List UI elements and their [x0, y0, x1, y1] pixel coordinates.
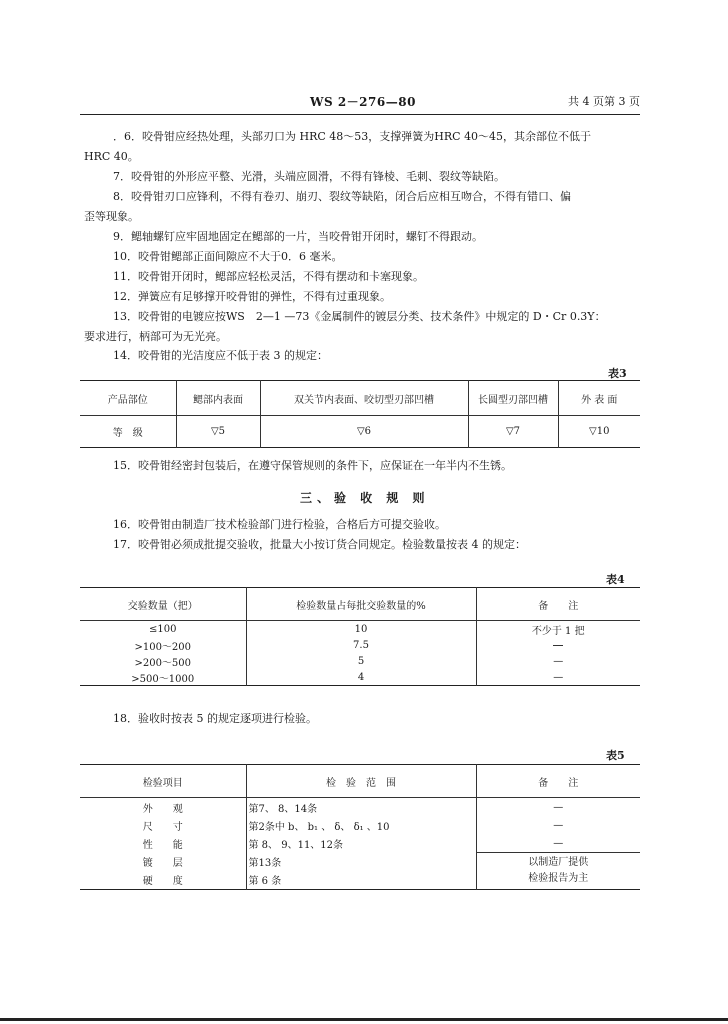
t4-cell: 不少于 1 把: [476, 621, 640, 638]
paragraph-line: 要求进行，柄部可为无光亮。: [84, 330, 227, 343]
paragraph-line: HRC 40。: [84, 150, 139, 163]
t5-cell: —: [476, 834, 640, 853]
section-title: 三、验 收 规 则: [300, 491, 430, 505]
t4-header-cell: 检验数量占每批交验数量的%: [246, 588, 476, 621]
t3-header-cell: 长圆型刃部凹槽: [468, 381, 558, 416]
page-number: 共 4 页第 3 页: [568, 95, 640, 108]
t3-cell: ▽7: [468, 416, 558, 448]
t4-cell: 10: [246, 621, 476, 638]
t5-cell: 第13条: [246, 853, 476, 871]
table-row: [80, 816, 640, 834]
table-row: [80, 637, 640, 653]
paragraph-line: 14．咬骨钳的光洁度应不低于表 3 的规定：: [113, 349, 328, 362]
t4-header-cell: 交验数量（把）: [80, 588, 246, 621]
t5-header-cell: 检验项目: [80, 765, 246, 798]
t5-cell: 第7、 8、14条: [246, 798, 476, 817]
t4-cell: ≤100: [149, 623, 177, 635]
table4-caption: 表4: [606, 573, 625, 586]
t5-cell: 硬 度: [142, 876, 183, 887]
t5-cell: 性 能: [142, 839, 183, 851]
paragraph-line: 18．验收时按表 5 的规定逐项进行检验。: [113, 712, 317, 725]
t5-cell: —: [476, 816, 640, 834]
table4: [80, 587, 640, 686]
t5-cell: 外 观: [142, 803, 183, 815]
table3-caption: 表3: [608, 367, 627, 380]
t4-cell: [476, 637, 640, 653]
t4-header-cell: 备 注: [476, 588, 640, 621]
t3-header-cell: 鳃部内表面: [176, 381, 260, 416]
paragraph-line: 12．弹簧应有足够撑开咬骨钳的弹性，不得有过重现象。: [113, 290, 391, 303]
t3-cell: ▽6: [260, 416, 468, 448]
t5-cell: —: [476, 798, 640, 817]
t5-merged-note: [476, 853, 640, 890]
table-row: [80, 653, 640, 669]
t5-cell: 尺 寸: [142, 821, 183, 833]
paragraph-line: 15．咬骨钳经密封包装后，在遵守保管规则的条件下，应保证在一年半内不生锈。: [113, 459, 512, 472]
table3: [80, 380, 640, 448]
table-row: [80, 621, 640, 638]
t4-cell: >100～200: [134, 641, 192, 653]
paragraph-line: 17．咬骨钳必须成批提交验收，批量大小按订货合同规定。检验数量按表 4 的规定：: [113, 538, 526, 551]
dash-mark: [553, 645, 563, 646]
t3-cell: ▽5: [176, 416, 260, 448]
scan-edge: [0, 1018, 728, 1021]
paragraph-line: 16．咬骨钳由制造厂技术检验部门进行检验，合格后方可提交验收。: [113, 518, 446, 531]
t5-cell: 镀 层: [142, 858, 183, 869]
paragraph-line: 7．咬骨钳的外形应平整、光滑，头端应圆滑，不得有锋棱、毛刺、裂纹等缺陷。: [113, 170, 505, 183]
t3-header-cell: 外 表 面: [558, 381, 640, 416]
table-row: [80, 669, 640, 686]
t4-cell: —: [476, 669, 640, 686]
t4-cell: >500～1000: [131, 673, 195, 685]
paragraph-line: 9．鳃轴螺钉应牢固地固定在鳃部的一片，当咬骨钳开闭时，螺钉不得跟动。: [113, 230, 483, 243]
t5-cell: 第 6 条: [246, 871, 476, 890]
table-row: [80, 853, 640, 871]
t4-cell: 5: [246, 653, 476, 669]
paragraph-line: 10．咬骨钳鳃部正面间隙应不大于0．6 毫米。: [113, 250, 343, 263]
t3-header-cell: 双关节内表面、咬切型刃部凹槽: [260, 381, 468, 416]
table5-caption: 表5: [606, 749, 625, 762]
table-row: [80, 834, 640, 853]
t5-header-cell: 备 注: [476, 765, 640, 798]
t5-cell: 第2条中 b、 b₁ 、 δ、 δ₁ 、10: [246, 816, 476, 834]
page-header: [80, 93, 640, 113]
t4-cell: >200～500: [134, 657, 192, 669]
t5-cell: 第 8、 9、11、12条: [246, 834, 476, 853]
standard-code: WS 2－276—80: [310, 95, 416, 109]
t3-header-cell: 产品部位: [80, 381, 176, 416]
paragraph-line: 11．咬骨钳开闭时，鳃部应轻松灵活，不得有摆动和卡塞现象。: [113, 270, 424, 283]
header-rule: [80, 114, 640, 115]
table-row: [80, 798, 640, 817]
paragraph-line: 13．咬骨钳的电镀应按WS 2—1 —73《金属制件的镀层分类、技术条件》中规定的 D・Cr 0.3Y：: [113, 310, 606, 323]
t4-cell: —: [476, 653, 640, 669]
t5-note-line: 以制造厂提供: [528, 856, 589, 868]
t4-cell: 4: [246, 669, 476, 686]
paragraph-line: ．6．咬骨钳应经热处理，头部刃口为 HRC 48～53，支撑弹簧为HRC 40～45，其余部位不低于: [113, 130, 592, 143]
table5: [80, 764, 640, 890]
t3-cell: 等 级: [80, 416, 176, 448]
t3-cell: ▽10: [558, 416, 640, 448]
paragraph-line: 歪等现象。: [84, 210, 139, 223]
t5-note-line: 检验报告为主: [528, 872, 589, 884]
paragraph-line: 8．咬骨钳刃口应锋利，不得有卷刃、崩刃、裂纹等缺陷，闭合后应相互吻合，不得有错口、偏: [113, 190, 571, 203]
t5-header-cell: 检 验 范 围: [246, 765, 476, 798]
t4-cell: 7.5: [246, 637, 476, 653]
